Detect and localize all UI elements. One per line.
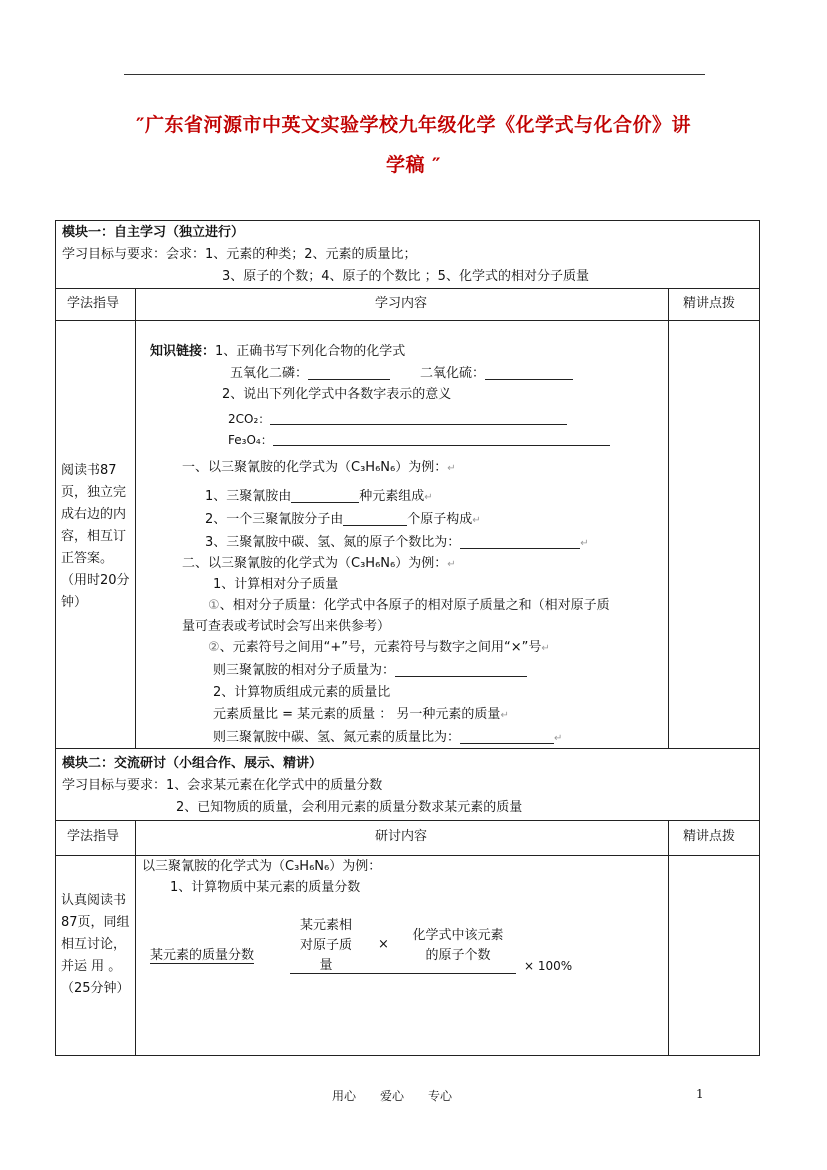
section-1-q2: 2、一个三聚氰胺分子由 个原子构成↵	[205, 512, 481, 527]
module1-goals-continued: 3、原子的个数；4、原子的个数比 ；5、化学式的相对分子质量	[222, 269, 589, 284]
page-number: 1	[696, 1087, 704, 1101]
section-2-definition: ①、相对分子质量：化学式中各原子的相对原子质量之和（相对原子质	[208, 598, 610, 613]
column-divider	[135, 288, 136, 748]
formula-lhs: 某元素的质量分数	[150, 948, 255, 963]
section-2-definition-continued: 量可查表或考试时会写出来供参考）	[182, 619, 391, 634]
footer-motto: 用心 爱心 专心	[332, 1089, 453, 1103]
knowledge-link	[150, 345, 405, 358]
knowledge-item-1: 1、正确书写下列化合物的化学式	[215, 344, 406, 359]
section-2-result-mass: 则三聚氰胺的相对分子质量为：	[213, 664, 527, 677]
section-1-q1: 1、三聚氰胺由 种元素组成↵	[205, 489, 433, 504]
blank-fe3o4	[228, 433, 610, 446]
row-divider	[55, 855, 760, 856]
section-2-result-ratio: 则三聚氰胺中碳、氢、氮元素的质量比为： ↵	[213, 730, 563, 745]
blank-so2	[420, 367, 573, 380]
section-2-heading: 二、以三聚氰胺的化学式为（C₃H₆N₆）为例：↵	[182, 556, 456, 571]
section-1-q3: 3、三聚氰胺中碳、氢、氮的原子个数比为： ↵	[205, 535, 589, 550]
module2-goals: 学习目标与要求：1、会求某元素在化学式中的质量分数	[62, 778, 383, 793]
section-2-step2: 2、计算物质组成元素的质量比	[213, 685, 391, 700]
formula-percent: × 100%	[524, 959, 573, 973]
header-rule	[124, 74, 705, 75]
row-divider	[55, 748, 760, 749]
module1-goals: 学习目标与要求：会求：1、元素的种类；2、元素的质量比；	[62, 247, 417, 262]
module1-method-text: 阅读书87页，独立完成右边的内容，相互订正答案。（用时20分钟）	[61, 463, 130, 610]
module1-heading: 模块一：自主学习（独立进行）	[62, 225, 245, 240]
section-2-ratio-formula: 元素质量比 = 某元素的质量 ： 另一种元素的质量↵	[213, 707, 509, 722]
module1-col-method: 学法指导	[67, 296, 120, 311]
blank-2co2	[228, 412, 567, 425]
discussion-step1: 1、计算物质中某元素的质量分数	[170, 880, 361, 895]
blank-p2o5-label: 五氧化二磷：	[230, 366, 309, 381]
blank-2co2-label: 2CO₂：	[228, 412, 271, 426]
section-2-step1: 1、计算相对分子质量	[213, 577, 339, 592]
section-1-heading: 一、以三聚氰胺的化学式为（C₃H₆N₆）为例：↵	[182, 460, 456, 475]
fraction-bar	[290, 973, 516, 974]
module2-col-content: 研讨内容	[375, 829, 428, 844]
knowledge-label: 知识链接：	[150, 344, 216, 359]
row-divider	[55, 288, 760, 289]
formula-numerator-a: 某元素相对原子质量	[299, 918, 352, 973]
module1-col-content: 学习内容	[375, 296, 428, 311]
column-divider	[668, 820, 669, 1056]
blank-fe3o4-label: Fe₃O₄：	[228, 433, 273, 447]
section-2-rule: ②、元素符号之间用“+”号，元素符号与数字之间用“×”号↵	[208, 640, 550, 655]
module2-heading: 模块二：交流研讨（小组合作、展示、精讲）	[62, 756, 323, 771]
module1-col-notes: 精讲点拨	[683, 296, 736, 311]
module2-col-method: 学法指导	[67, 829, 120, 844]
formula-times: ×	[378, 937, 389, 952]
row-divider	[55, 320, 760, 321]
page-title-continued: 学稿 ″	[385, 154, 442, 176]
module2-col-notes: 精讲点拨	[683, 829, 736, 844]
formula-numerator-b: 化学式中该元素的原子个数	[412, 928, 504, 963]
column-divider	[135, 820, 136, 1056]
row-divider	[55, 820, 760, 821]
column-divider	[668, 288, 669, 748]
knowledge-item-2: 2、说出下列化学式中各数字表示的意义	[222, 387, 452, 402]
module2-method-text: 认真阅读书87页，同组相互讨论，并运 用 。（25分钟）	[61, 893, 130, 996]
discussion-intro: 以三聚氰胺的化学式为（C₃H₆N₆）为例：	[142, 859, 382, 874]
blank-so2-label: 二氧化硫：	[420, 366, 486, 381]
module2-goals-continued: 2、已知物质的质量，会利用元素的质量分数求某元素的质量	[176, 800, 523, 815]
page-title: ″广东省河源市中英文实验学校九年级化学《化学式与化合价》讲	[136, 114, 691, 136]
blank-p2o5	[230, 367, 390, 380]
